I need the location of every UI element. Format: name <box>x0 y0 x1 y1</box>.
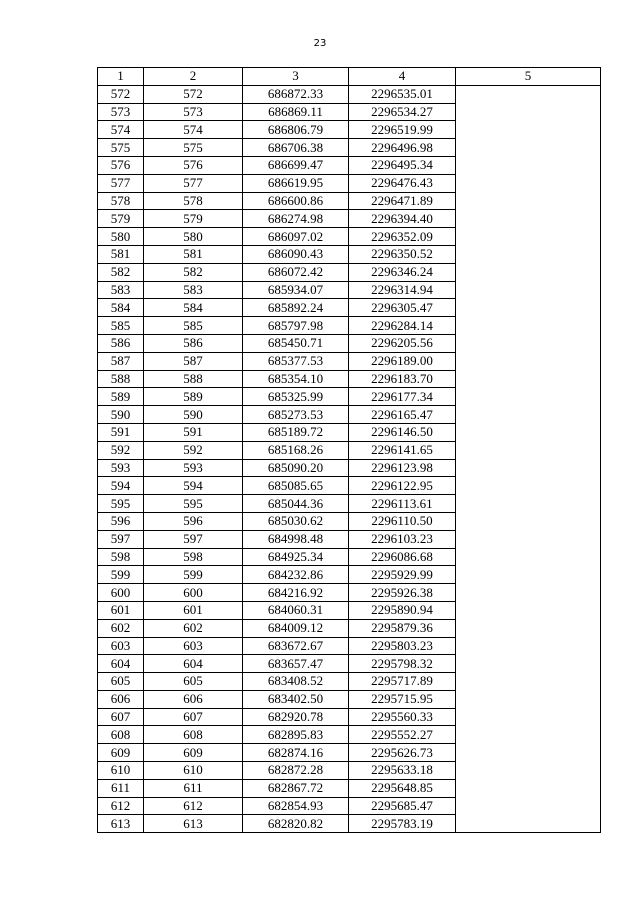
table-cell-col4: 2295926.38 <box>349 584 456 602</box>
table-cell-col3: 684060.31 <box>243 601 349 619</box>
table-cell-col2: 572 <box>144 85 243 103</box>
table-cell-col4: 2296535.01 <box>349 85 456 103</box>
table-cell-col2: 601 <box>144 601 243 619</box>
table-cell-col3: 684009.12 <box>243 619 349 637</box>
table-cell-col1: 579 <box>98 210 144 228</box>
table-cell-col4: 2296534.27 <box>349 103 456 121</box>
table-cell-col2: 577 <box>144 174 243 192</box>
table-cell-col3: 686872.33 <box>243 85 349 103</box>
table-cell-col3: 685325.99 <box>243 388 349 406</box>
table-cell-col3: 686706.38 <box>243 139 349 157</box>
table-cell-col4: 2296352.09 <box>349 228 456 246</box>
table-cell-col4: 2296141.65 <box>349 441 456 459</box>
table-cell-col1: 584 <box>98 299 144 317</box>
table-cell-col4: 2296183.70 <box>349 370 456 388</box>
table-cell-col2: 613 <box>144 815 243 833</box>
table-cell-col2: 574 <box>144 121 243 139</box>
table-cell-col1: 598 <box>98 548 144 566</box>
table-cell-col4: 2296314.94 <box>349 281 456 299</box>
table-cell-col1: 587 <box>98 352 144 370</box>
table-cell-col4: 2296189.00 <box>349 352 456 370</box>
table-cell-col4: 2296103.23 <box>349 530 456 548</box>
table-cell-col1: 586 <box>98 334 144 352</box>
table-cell-col1: 603 <box>98 637 144 655</box>
table-cell-col1: 582 <box>98 263 144 281</box>
table-cell-col3: 686097.02 <box>243 228 349 246</box>
table-cell-col2: 589 <box>144 388 243 406</box>
table-cell-col2: 579 <box>144 210 243 228</box>
table-cell-col2: 595 <box>144 495 243 513</box>
table-cell-col3: 683672.67 <box>243 637 349 655</box>
table-body <box>98 85 601 832</box>
table-cell-col3: 685044.36 <box>243 495 349 513</box>
table-cell-col2: 611 <box>144 779 243 797</box>
table-cell-col3: 685934.07 <box>243 281 349 299</box>
table-cell-col4: 2296305.47 <box>349 299 456 317</box>
table-cell-col3: 682820.82 <box>243 815 349 833</box>
table-cell-col2: 591 <box>144 423 243 441</box>
table-cell-col3: 686619.95 <box>243 174 349 192</box>
table-cell-col1: 612 <box>98 797 144 815</box>
table-cell-col3: 685354.10 <box>243 370 349 388</box>
table-cell-col1: 605 <box>98 673 144 691</box>
table-cell-col2: 610 <box>144 762 243 780</box>
table-cell-col4: 2296205.56 <box>349 334 456 352</box>
table-cell-col2: 586 <box>144 334 243 352</box>
table-cell-col4: 2295798.32 <box>349 655 456 673</box>
page-number: 23 <box>313 38 327 49</box>
table-cell-col2: 587 <box>144 352 243 370</box>
table-cell-col1: 594 <box>98 477 144 495</box>
table-cell-col2: 578 <box>144 192 243 210</box>
table-cell-col1: 574 <box>98 121 144 139</box>
table-cell-col4: 2296146.50 <box>349 423 456 441</box>
table-cell-col4: 2296284.14 <box>349 317 456 335</box>
table-cell-col3: 682895.83 <box>243 726 349 744</box>
table-cell-col3: 685030.62 <box>243 512 349 530</box>
table-cell-col2: 607 <box>144 708 243 726</box>
table-cell-col2: 597 <box>144 530 243 548</box>
table-cell-col1: 596 <box>98 512 144 530</box>
coordinates-table <box>97 67 601 833</box>
column-header-3: 3 <box>243 68 349 86</box>
table-cell-col3: 685797.98 <box>243 317 349 335</box>
table-cell-col4: 2295552.27 <box>349 726 456 744</box>
table-cell-col4: 2295560.33 <box>349 708 456 726</box>
table-cell-col4: 2295685.47 <box>349 797 456 815</box>
table-cell-col4: 2295783.19 <box>349 815 456 833</box>
table-cell-col3: 686090.43 <box>243 245 349 263</box>
table-cell-col3: 684925.34 <box>243 548 349 566</box>
table-cell-col2: 594 <box>144 477 243 495</box>
table-cell-col4: 2295633.18 <box>349 762 456 780</box>
table-cell-col4: 2296394.40 <box>349 210 456 228</box>
table-cell-col2: 602 <box>144 619 243 637</box>
table-cell-col3: 682920.78 <box>243 708 349 726</box>
table-cell-col1: 608 <box>98 726 144 744</box>
table-cell-col1: 600 <box>98 584 144 602</box>
table-cell-col2: 590 <box>144 406 243 424</box>
table-cell-col3: 685168.26 <box>243 441 349 459</box>
table-cell-col1: 604 <box>98 655 144 673</box>
table-cell-col1: 599 <box>98 566 144 584</box>
column-header-4: 4 <box>349 68 456 86</box>
table-cell-col1: 573 <box>98 103 144 121</box>
table-cell-col1: 607 <box>98 708 144 726</box>
table-cell-col1: 609 <box>98 744 144 762</box>
table-cell-col1: 590 <box>98 406 144 424</box>
column-header-1: 1 <box>98 68 144 86</box>
table-cell-col3: 686072.42 <box>243 263 349 281</box>
table-cell-col4: 2295717.89 <box>349 673 456 691</box>
table-cell-col2: 598 <box>144 548 243 566</box>
table-cell-col1: 589 <box>98 388 144 406</box>
table-row <box>98 85 601 103</box>
table-cell-col3: 685377.53 <box>243 352 349 370</box>
table-cell-col2: 580 <box>144 228 243 246</box>
table-cell-col2: 604 <box>144 655 243 673</box>
table-cell-col4: 2296496.98 <box>349 139 456 157</box>
table-cell-col1: 592 <box>98 441 144 459</box>
table-cell-col1: 611 <box>98 779 144 797</box>
table-cell-col3: 684216.92 <box>243 584 349 602</box>
table-cell-col5-empty <box>456 85 601 832</box>
table-cell-col2: 576 <box>144 156 243 174</box>
table-cell-col1: 613 <box>98 815 144 833</box>
table-cell-col4: 2296165.47 <box>349 406 456 424</box>
table-cell-col3: 683402.50 <box>243 690 349 708</box>
table-cell-col3: 682872.28 <box>243 762 349 780</box>
column-header-5: 5 <box>456 68 601 86</box>
table-cell-col4: 2296519.99 <box>349 121 456 139</box>
table-cell-col2: 588 <box>144 370 243 388</box>
table-cell-col2: 609 <box>144 744 243 762</box>
table-cell-col4: 2296346.24 <box>349 263 456 281</box>
table-cell-col1: 583 <box>98 281 144 299</box>
table-cell-col2: 600 <box>144 584 243 602</box>
table-cell-col3: 685273.53 <box>243 406 349 424</box>
table-cell-col2: 581 <box>144 245 243 263</box>
table-cell-col2: 612 <box>144 797 243 815</box>
table-cell-col1: 572 <box>98 85 144 103</box>
table-cell-col1: 591 <box>98 423 144 441</box>
table-cell-col1: 606 <box>98 690 144 708</box>
table-cell-col2: 582 <box>144 263 243 281</box>
table-cell-col3: 686274.98 <box>243 210 349 228</box>
table-cell-col3: 685189.72 <box>243 423 349 441</box>
table-cell-col2: 599 <box>144 566 243 584</box>
table-cell-col1: 601 <box>98 601 144 619</box>
table-cell-col2: 575 <box>144 139 243 157</box>
table-cell-col4: 2295648.85 <box>349 779 456 797</box>
table-cell-col4: 2295803.23 <box>349 637 456 655</box>
table-cell-col4: 2296123.98 <box>349 459 456 477</box>
table-cell-col4: 2296110.50 <box>349 512 456 530</box>
table-cell-col4: 2296086.68 <box>349 548 456 566</box>
table-cell-col4: 2296177.34 <box>349 388 456 406</box>
table-cell-col3: 686600.86 <box>243 192 349 210</box>
table-cell-col2: 592 <box>144 441 243 459</box>
table-cell-col1: 588 <box>98 370 144 388</box>
table-cell-col2: 603 <box>144 637 243 655</box>
table-cell-col4: 2295715.95 <box>349 690 456 708</box>
table-cell-col4: 2295929.99 <box>349 566 456 584</box>
table-cell-col1: 575 <box>98 139 144 157</box>
column-header-2: 2 <box>144 68 243 86</box>
table-cell-col2: 606 <box>144 690 243 708</box>
table-cell-col3: 685085.65 <box>243 477 349 495</box>
table-cell-col4: 2296471.89 <box>349 192 456 210</box>
table-cell-col1: 593 <box>98 459 144 477</box>
table-cell-col3: 686699.47 <box>243 156 349 174</box>
table-cell-col3: 686806.79 <box>243 121 349 139</box>
table-cell-col2: 605 <box>144 673 243 691</box>
table-cell-col2: 596 <box>144 512 243 530</box>
table-cell-col1: 610 <box>98 762 144 780</box>
table-cell-col3: 685892.24 <box>243 299 349 317</box>
table-cell-col3: 686869.11 <box>243 103 349 121</box>
table-cell-col2: 608 <box>144 726 243 744</box>
table-cell-col1: 580 <box>98 228 144 246</box>
table-cell-col1: 581 <box>98 245 144 263</box>
table-cell-col3: 685090.20 <box>243 459 349 477</box>
table-cell-col4: 2295890.94 <box>349 601 456 619</box>
table-cell-col1: 577 <box>98 174 144 192</box>
table-cell-col4: 2296122.95 <box>349 477 456 495</box>
table-cell-col3: 685450.71 <box>243 334 349 352</box>
table-cell-col2: 583 <box>144 281 243 299</box>
table-cell-col3: 682874.16 <box>243 744 349 762</box>
table-cell-col4: 2296476.43 <box>349 174 456 192</box>
table-cell-col4: 2296350.52 <box>349 245 456 263</box>
table-cell-col4: 2296495.34 <box>349 156 456 174</box>
table-cell-col1: 585 <box>98 317 144 335</box>
table-cell-col4: 2295626.73 <box>349 744 456 762</box>
table-header-row <box>98 68 601 86</box>
table-cell-col1: 602 <box>98 619 144 637</box>
table-cell-col4: 2295879.36 <box>349 619 456 637</box>
table-cell-col2: 573 <box>144 103 243 121</box>
table-cell-col3: 684998.48 <box>243 530 349 548</box>
table-cell-col3: 683408.52 <box>243 673 349 691</box>
table-cell-col3: 683657.47 <box>243 655 349 673</box>
table-cell-col2: 584 <box>144 299 243 317</box>
table-cell-col4: 2296113.61 <box>349 495 456 513</box>
table-cell-col1: 595 <box>98 495 144 513</box>
table-cell-col3: 682854.93 <box>243 797 349 815</box>
table-cell-col1: 576 <box>98 156 144 174</box>
table-cell-col1: 597 <box>98 530 144 548</box>
table-cell-col1: 578 <box>98 192 144 210</box>
table-cell-col3: 684232.86 <box>243 566 349 584</box>
table-cell-col3: 682867.72 <box>243 779 349 797</box>
table-cell-col2: 585 <box>144 317 243 335</box>
table-cell-col2: 593 <box>144 459 243 477</box>
